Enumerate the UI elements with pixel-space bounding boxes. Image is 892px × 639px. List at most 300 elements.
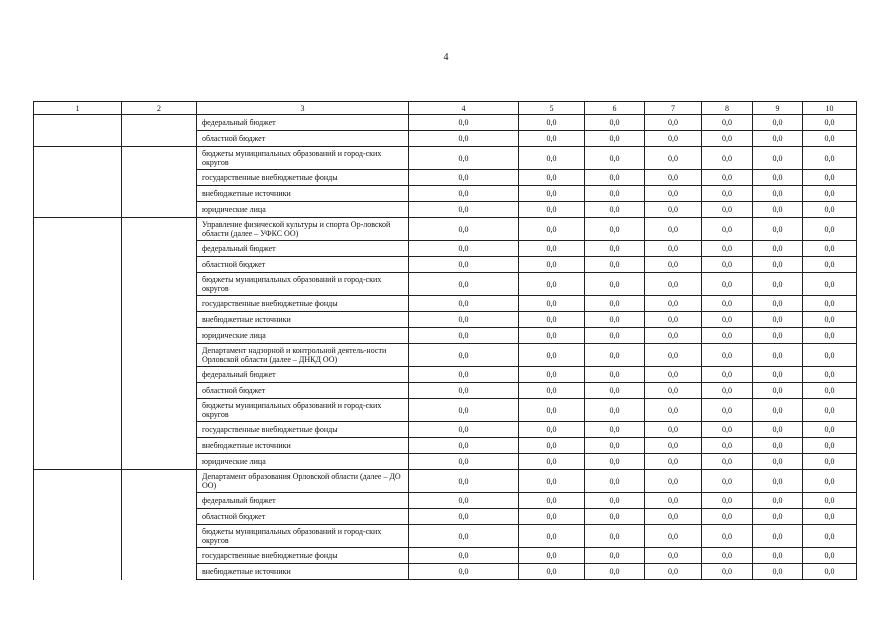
value-cell: 0,0 [753, 241, 803, 257]
blank-cell-col1 [34, 525, 122, 548]
blank-cell-col2 [122, 273, 197, 296]
value-cell: 0,0 [519, 186, 585, 202]
value-cell: 0,0 [645, 131, 702, 147]
value-cell: 0,0 [702, 257, 753, 273]
row-label: внебюджетные источники [197, 438, 409, 454]
value-cell: 0,0 [803, 367, 857, 383]
row-label: внебюджетные источники [197, 186, 409, 202]
table-row [34, 131, 857, 147]
value-cell: 0,0 [702, 131, 753, 147]
value-cell: 0,0 [702, 344, 753, 367]
table-row [34, 115, 857, 131]
value-cell: 0,0 [519, 131, 585, 147]
value-cell: 0,0 [519, 312, 585, 328]
blank-cell-col1 [34, 273, 122, 296]
value-cell: 0,0 [585, 296, 645, 312]
value-cell: 0,0 [409, 383, 519, 399]
value-cell: 0,0 [702, 186, 753, 202]
value-cell: 0,0 [409, 186, 519, 202]
value-cell: 0,0 [409, 131, 519, 147]
blank-cell-col1 [34, 131, 122, 147]
value-cell: 0,0 [409, 328, 519, 344]
value-cell: 0,0 [803, 186, 857, 202]
value-cell: 0,0 [702, 218, 753, 241]
value-cell: 0,0 [753, 147, 803, 170]
value-cell: 0,0 [585, 383, 645, 399]
column-header: 7 [645, 102, 702, 115]
value-cell: 0,0 [409, 438, 519, 454]
value-cell: 0,0 [645, 186, 702, 202]
value-cell: 0,0 [519, 470, 585, 493]
table-row [34, 438, 857, 454]
value-cell: 0,0 [702, 454, 753, 470]
value-cell: 0,0 [645, 241, 702, 257]
value-cell: 0,0 [753, 399, 803, 422]
value-cell: 0,0 [409, 115, 519, 131]
value-cell: 0,0 [585, 493, 645, 509]
row-label: бюджеты муниципальных образований и город-ских округов [197, 399, 409, 422]
blank-cell-col2 [122, 257, 197, 273]
table-row [34, 344, 857, 367]
table-body [34, 115, 857, 580]
value-cell: 0,0 [702, 115, 753, 131]
value-cell: 0,0 [519, 438, 585, 454]
blank-cell-col2 [122, 296, 197, 312]
value-cell: 0,0 [409, 344, 519, 367]
value-cell: 0,0 [803, 202, 857, 218]
value-cell: 0,0 [753, 312, 803, 328]
value-cell: 0,0 [702, 367, 753, 383]
blank-cell-col1 [34, 509, 122, 525]
value-cell: 0,0 [753, 438, 803, 454]
blank-cell-col1 [34, 454, 122, 470]
value-cell: 0,0 [702, 509, 753, 525]
value-cell: 0,0 [803, 470, 857, 493]
blank-cell-col1 [34, 218, 122, 241]
value-cell: 0,0 [645, 273, 702, 296]
blank-cell-col2 [122, 548, 197, 564]
value-cell: 0,0 [645, 525, 702, 548]
value-cell: 0,0 [519, 202, 585, 218]
blank-cell-col1 [34, 493, 122, 509]
value-cell: 0,0 [645, 218, 702, 241]
blank-cell-col2 [122, 147, 197, 170]
value-cell: 0,0 [409, 312, 519, 328]
row-label: юридические лица [197, 328, 409, 344]
blank-cell-col1 [34, 367, 122, 383]
blank-cell-col2 [122, 312, 197, 328]
value-cell: 0,0 [585, 218, 645, 241]
blank-cell-col2 [122, 438, 197, 454]
value-cell: 0,0 [519, 548, 585, 564]
value-cell: 0,0 [753, 344, 803, 367]
value-cell: 0,0 [753, 115, 803, 131]
value-cell: 0,0 [585, 131, 645, 147]
value-cell: 0,0 [753, 548, 803, 564]
value-cell: 0,0 [519, 344, 585, 367]
value-cell: 0,0 [409, 273, 519, 296]
value-cell: 0,0 [702, 296, 753, 312]
table-row [34, 273, 857, 296]
row-label: Департамент образования Орловской области (далее – ДО ОО) [197, 470, 409, 493]
value-cell: 0,0 [753, 564, 803, 580]
value-cell: 0,0 [702, 548, 753, 564]
table-row [34, 454, 857, 470]
value-cell: 0,0 [702, 147, 753, 170]
blank-cell-col2 [122, 399, 197, 422]
row-label: Департамент надзорной и контрольной деятель-ности Орловской области (далее – ДНКД ОО) [197, 344, 409, 367]
value-cell: 0,0 [803, 147, 857, 170]
value-cell: 0,0 [585, 548, 645, 564]
value-cell: 0,0 [519, 525, 585, 548]
value-cell: 0,0 [803, 241, 857, 257]
blank-cell-col2 [122, 470, 197, 493]
value-cell: 0,0 [803, 383, 857, 399]
value-cell: 0,0 [803, 170, 857, 186]
value-cell: 0,0 [753, 218, 803, 241]
value-cell: 0,0 [645, 454, 702, 470]
column-header: 6 [585, 102, 645, 115]
value-cell: 0,0 [519, 328, 585, 344]
value-cell: 0,0 [803, 454, 857, 470]
table-row [34, 218, 857, 241]
value-cell: 0,0 [803, 296, 857, 312]
value-cell: 0,0 [409, 202, 519, 218]
blank-cell-col2 [122, 186, 197, 202]
value-cell: 0,0 [519, 296, 585, 312]
table-row [34, 470, 857, 493]
value-cell: 0,0 [803, 115, 857, 131]
value-cell: 0,0 [585, 115, 645, 131]
value-cell: 0,0 [645, 383, 702, 399]
value-cell: 0,0 [409, 218, 519, 241]
value-cell: 0,0 [585, 438, 645, 454]
value-cell: 0,0 [645, 312, 702, 328]
column-header: 10 [803, 102, 857, 115]
value-cell: 0,0 [753, 422, 803, 438]
value-cell: 0,0 [645, 399, 702, 422]
row-label: бюджеты муниципальных образований и город-ских округов [197, 147, 409, 170]
value-cell: 0,0 [702, 493, 753, 509]
value-cell: 0,0 [803, 548, 857, 564]
blank-cell-col2 [122, 383, 197, 399]
column-header: 3 [197, 102, 409, 115]
value-cell: 0,0 [803, 438, 857, 454]
value-cell: 0,0 [702, 273, 753, 296]
value-cell: 0,0 [645, 170, 702, 186]
blank-cell-col1 [34, 115, 122, 131]
header-row [34, 102, 857, 115]
blank-cell-col1 [34, 241, 122, 257]
value-cell: 0,0 [753, 186, 803, 202]
blank-cell-col2 [122, 344, 197, 367]
value-cell: 0,0 [519, 493, 585, 509]
value-cell: 0,0 [409, 454, 519, 470]
blank-cell-col1 [34, 296, 122, 312]
value-cell: 0,0 [585, 367, 645, 383]
value-cell: 0,0 [645, 115, 702, 131]
value-cell: 0,0 [753, 454, 803, 470]
value-cell: 0,0 [645, 257, 702, 273]
value-cell: 0,0 [702, 170, 753, 186]
table-row [34, 296, 857, 312]
value-cell: 0,0 [585, 564, 645, 580]
value-cell: 0,0 [645, 438, 702, 454]
value-cell: 0,0 [585, 170, 645, 186]
value-cell: 0,0 [519, 383, 585, 399]
table-row [34, 186, 857, 202]
column-header: 8 [702, 102, 753, 115]
row-label: Управление физической культуры и спорта Ор-ловской области (далее – УФКС ОО) [197, 218, 409, 241]
blank-cell-col2 [122, 367, 197, 383]
value-cell: 0,0 [645, 328, 702, 344]
blank-cell-col1 [34, 383, 122, 399]
value-cell: 0,0 [803, 312, 857, 328]
value-cell: 0,0 [803, 328, 857, 344]
value-cell: 0,0 [803, 493, 857, 509]
value-cell: 0,0 [585, 312, 645, 328]
value-cell: 0,0 [702, 399, 753, 422]
value-cell: 0,0 [753, 131, 803, 147]
value-cell: 0,0 [645, 367, 702, 383]
value-cell: 0,0 [702, 422, 753, 438]
value-cell: 0,0 [409, 147, 519, 170]
value-cell: 0,0 [702, 241, 753, 257]
value-cell: 0,0 [645, 344, 702, 367]
blank-cell-col1 [34, 548, 122, 564]
value-cell: 0,0 [753, 525, 803, 548]
value-cell: 0,0 [409, 470, 519, 493]
blank-cell-col1 [34, 312, 122, 328]
value-cell: 0,0 [753, 296, 803, 312]
value-cell: 0,0 [519, 257, 585, 273]
value-cell: 0,0 [519, 454, 585, 470]
row-label: юридические лица [197, 202, 409, 218]
value-cell: 0,0 [753, 273, 803, 296]
table-row [34, 548, 857, 564]
value-cell: 0,0 [519, 399, 585, 422]
blank-cell-col1 [34, 470, 122, 493]
value-cell: 0,0 [409, 296, 519, 312]
value-cell: 0,0 [753, 367, 803, 383]
blank-cell-col1 [34, 438, 122, 454]
row-label: бюджеты муниципальных образований и город-ских округов [197, 525, 409, 548]
value-cell: 0,0 [702, 438, 753, 454]
column-header: 1 [34, 102, 122, 115]
value-cell: 0,0 [585, 344, 645, 367]
row-label: областной бюджет [197, 131, 409, 147]
blank-cell-col1 [34, 170, 122, 186]
value-cell: 0,0 [409, 525, 519, 548]
financing-table [33, 101, 857, 580]
value-cell: 0,0 [519, 367, 585, 383]
value-cell: 0,0 [519, 147, 585, 170]
value-cell: 0,0 [803, 273, 857, 296]
value-cell: 0,0 [585, 147, 645, 170]
row-label: внебюджетные источники [197, 564, 409, 580]
value-cell: 0,0 [585, 257, 645, 273]
value-cell: 0,0 [585, 422, 645, 438]
blank-cell-col2 [122, 509, 197, 525]
value-cell: 0,0 [753, 383, 803, 399]
value-cell: 0,0 [753, 470, 803, 493]
table-row [34, 525, 857, 548]
table-row [34, 564, 857, 580]
value-cell: 0,0 [803, 509, 857, 525]
value-cell: 0,0 [585, 273, 645, 296]
value-cell: 0,0 [409, 367, 519, 383]
value-cell: 0,0 [645, 493, 702, 509]
value-cell: 0,0 [645, 147, 702, 170]
blank-cell-col2 [122, 218, 197, 241]
blank-cell-col2 [122, 454, 197, 470]
table-row [34, 257, 857, 273]
blank-cell-col1 [34, 399, 122, 422]
page-number: 4 [443, 52, 449, 63]
value-cell: 0,0 [585, 509, 645, 525]
blank-cell-col1 [34, 147, 122, 170]
row-label: областной бюджет [197, 383, 409, 399]
value-cell: 0,0 [702, 328, 753, 344]
table-row [34, 147, 857, 170]
value-cell: 0,0 [585, 454, 645, 470]
blank-cell-col2 [122, 493, 197, 509]
value-cell: 0,0 [803, 525, 857, 548]
table-row [34, 170, 857, 186]
value-cell: 0,0 [803, 218, 857, 241]
blank-cell-col1 [34, 186, 122, 202]
row-label: государственные внебюджетные фонды [197, 296, 409, 312]
row-label: федеральный бюджет [197, 115, 409, 131]
blank-cell-col2 [122, 525, 197, 548]
column-header: 5 [519, 102, 585, 115]
value-cell: 0,0 [645, 422, 702, 438]
value-cell: 0,0 [702, 564, 753, 580]
table-row [34, 493, 857, 509]
blank-cell-col2 [122, 328, 197, 344]
table-row [34, 241, 857, 257]
value-cell: 0,0 [519, 509, 585, 525]
value-cell: 0,0 [519, 422, 585, 438]
value-cell: 0,0 [585, 202, 645, 218]
value-cell: 0,0 [409, 257, 519, 273]
value-cell: 0,0 [645, 509, 702, 525]
value-cell: 0,0 [585, 328, 645, 344]
value-cell: 0,0 [409, 509, 519, 525]
row-label: бюджеты муниципальных образований и город-ских округов [197, 273, 409, 296]
table-row [34, 422, 857, 438]
value-cell: 0,0 [519, 564, 585, 580]
value-cell: 0,0 [409, 493, 519, 509]
row-label: государственные внебюджетные фонды [197, 170, 409, 186]
value-cell: 0,0 [409, 548, 519, 564]
blank-cell-col2 [122, 131, 197, 147]
table-row [34, 399, 857, 422]
blank-cell-col2 [122, 170, 197, 186]
value-cell: 0,0 [702, 470, 753, 493]
value-cell: 0,0 [409, 241, 519, 257]
value-cell: 0,0 [803, 344, 857, 367]
column-header: 9 [753, 102, 803, 115]
row-label: юридические лица [197, 454, 409, 470]
blank-cell-col1 [34, 564, 122, 580]
value-cell: 0,0 [585, 241, 645, 257]
blank-cell-col2 [122, 422, 197, 438]
value-cell: 0,0 [753, 202, 803, 218]
value-cell: 0,0 [645, 564, 702, 580]
value-cell: 0,0 [409, 422, 519, 438]
value-cell: 0,0 [803, 257, 857, 273]
blank-cell-col1 [34, 257, 122, 273]
value-cell: 0,0 [803, 422, 857, 438]
value-cell: 0,0 [585, 399, 645, 422]
value-cell: 0,0 [753, 509, 803, 525]
table-row [34, 367, 857, 383]
value-cell: 0,0 [803, 564, 857, 580]
blank-cell-col1 [34, 344, 122, 367]
row-label: государственные внебюджетные фонды [197, 422, 409, 438]
table-row [34, 383, 857, 399]
blank-cell-col2 [122, 241, 197, 257]
row-label: внебюджетные источники [197, 312, 409, 328]
column-header: 2 [122, 102, 197, 115]
table-row [34, 509, 857, 525]
value-cell: 0,0 [645, 296, 702, 312]
blank-cell-col2 [122, 202, 197, 218]
value-cell: 0,0 [645, 202, 702, 218]
value-cell: 0,0 [702, 202, 753, 218]
row-label: федеральный бюджет [197, 367, 409, 383]
value-cell: 0,0 [803, 399, 857, 422]
row-label: федеральный бюджет [197, 493, 409, 509]
table-row [34, 312, 857, 328]
row-label: федеральный бюджет [197, 241, 409, 257]
value-cell: 0,0 [519, 273, 585, 296]
blank-cell-col1 [34, 422, 122, 438]
value-cell: 0,0 [585, 525, 645, 548]
value-cell: 0,0 [645, 548, 702, 564]
blank-cell-col1 [34, 328, 122, 344]
row-label: областной бюджет [197, 257, 409, 273]
value-cell: 0,0 [753, 493, 803, 509]
value-cell: 0,0 [753, 257, 803, 273]
row-label: областной бюджет [197, 509, 409, 525]
value-cell: 0,0 [585, 186, 645, 202]
value-cell: 0,0 [409, 170, 519, 186]
value-cell: 0,0 [409, 399, 519, 422]
table-row [34, 202, 857, 218]
value-cell: 0,0 [519, 170, 585, 186]
row-label: государственные внебюджетные фонды [197, 548, 409, 564]
column-header: 4 [409, 102, 519, 115]
value-cell: 0,0 [753, 170, 803, 186]
value-cell: 0,0 [702, 312, 753, 328]
blank-cell-col2 [122, 564, 197, 580]
blank-cell-col1 [34, 202, 122, 218]
table-row [34, 328, 857, 344]
value-cell: 0,0 [519, 218, 585, 241]
value-cell: 0,0 [702, 383, 753, 399]
blank-cell-col2 [122, 115, 197, 131]
value-cell: 0,0 [645, 470, 702, 493]
value-cell: 0,0 [519, 115, 585, 131]
value-cell: 0,0 [409, 564, 519, 580]
value-cell: 0,0 [519, 241, 585, 257]
value-cell: 0,0 [803, 131, 857, 147]
value-cell: 0,0 [702, 525, 753, 548]
value-cell: 0,0 [585, 470, 645, 493]
value-cell: 0,0 [753, 328, 803, 344]
